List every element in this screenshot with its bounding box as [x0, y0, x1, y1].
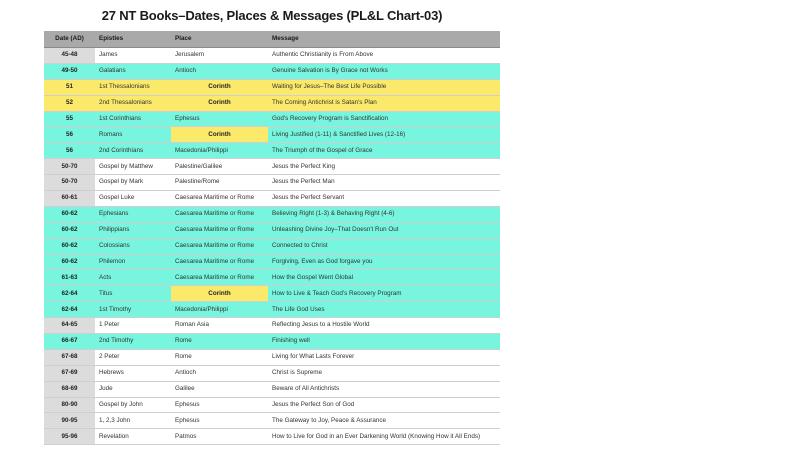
cell-place: Roman Asia: [171, 318, 268, 334]
cell-place: Palestine/Galilee: [171, 159, 268, 175]
cell-date: 51: [44, 79, 95, 95]
cell-message: Forgiving, Even as God forgave you: [268, 254, 500, 270]
table-row: [44, 397, 500, 413]
cell-message: How to Live & Teach God's Recovery Program: [268, 286, 500, 302]
table-row: [44, 334, 500, 350]
table-row: [44, 191, 500, 207]
cell-epistle: Colossians: [95, 238, 171, 254]
cell-place: Rome: [171, 349, 268, 365]
cell-place: Corinth: [171, 95, 268, 111]
cell-date: 55: [44, 111, 95, 127]
cell-date: 67-68: [44, 349, 95, 365]
table-row: [44, 95, 500, 111]
table-row: [44, 175, 500, 191]
cell-message: Jesus the Perfect King: [268, 159, 500, 175]
cell-date: 50-70: [44, 175, 95, 191]
cell-place: Rome: [171, 334, 268, 350]
column-header-place: Place: [171, 31, 268, 48]
table-row: [44, 159, 500, 175]
cell-place: Antioch: [171, 63, 268, 79]
cell-message: Unleashing Divine Joy–That Doesn't Run Out: [268, 222, 500, 238]
cell-epistle: 2 Peter: [95, 349, 171, 365]
cell-epistle: Acts: [95, 270, 171, 286]
table-row: [44, 270, 500, 286]
cell-message: Living Justified (1-11) & Sanctified Lives (12-16): [268, 127, 500, 143]
cell-date: 80-90: [44, 397, 95, 413]
table-row: [44, 238, 500, 254]
cell-epistle: Gospel Luke: [95, 191, 171, 207]
cell-place: Ephesus: [171, 397, 268, 413]
cell-epistle: Jude: [95, 381, 171, 397]
table-body: [44, 48, 500, 445]
cell-date: 68-69: [44, 381, 95, 397]
cell-epistle: 1st Timothy: [95, 302, 171, 318]
cell-epistle: Gospel by John: [95, 397, 171, 413]
cell-date: 60-62: [44, 238, 95, 254]
cell-place: Corinth: [171, 127, 268, 143]
cell-date: 90-95: [44, 413, 95, 429]
cell-epistle: 1, 2,3 John: [95, 413, 171, 429]
table-row: [44, 111, 500, 127]
cell-message: Finishing well: [268, 334, 500, 350]
cell-epistle: Galatians: [95, 63, 171, 79]
cell-date: 64-65: [44, 318, 95, 334]
cell-epistle: 1 Peter: [95, 318, 171, 334]
cell-date: 45-48: [44, 48, 95, 64]
cell-place: Jerusalem: [171, 48, 268, 64]
cell-message: Connected to Christ: [268, 238, 500, 254]
cell-epistle: Gospel by Matthew: [95, 159, 171, 175]
cell-place: Ephesus: [171, 111, 268, 127]
cell-message: The Life God Uses: [268, 302, 500, 318]
cell-epistle: 2nd Timothy: [95, 334, 171, 350]
table-row: [44, 143, 500, 159]
table-row: [44, 413, 500, 429]
table-row: [44, 254, 500, 270]
cell-place: Patmos: [171, 429, 268, 445]
table-row: [44, 318, 500, 334]
column-header-message: Message: [268, 31, 500, 48]
cell-message: The Coming Antichrist is Satan's Plan: [268, 95, 500, 111]
cell-message: Authentic Christianity is From Above: [268, 48, 500, 64]
cell-message: Jesus the Perfect Son of God: [268, 397, 500, 413]
cell-message: The Gateway to Joy, Peace & Assurance: [268, 413, 500, 429]
cell-place: Corinth: [171, 79, 268, 95]
cell-message: Living for What Lasts Forever: [268, 349, 500, 365]
cell-message: Reflecting Jesus to a Hostile World: [268, 318, 500, 334]
table-row: [44, 206, 500, 222]
cell-place: Antioch: [171, 365, 268, 381]
column-header-date: Date (AD): [44, 31, 95, 48]
table-row: [44, 127, 500, 143]
table-row: [44, 79, 500, 95]
table-row: [44, 286, 500, 302]
cell-epistle: Hebrews: [95, 365, 171, 381]
cell-message: Beware of All Antichrists: [268, 381, 500, 397]
table-header-row: [44, 31, 500, 48]
cell-epistle: Romans: [95, 127, 171, 143]
cell-message: Christ is Supreme: [268, 365, 500, 381]
cell-date: 60-62: [44, 206, 95, 222]
cell-place: Galilee: [171, 381, 268, 397]
cell-date: 95-96: [44, 429, 95, 445]
cell-place: Macedonia/Philippi: [171, 302, 268, 318]
cell-place: Palestine/Rome: [171, 175, 268, 191]
cell-place: Caesarea Maritime or Rome: [171, 238, 268, 254]
cell-message: God's Recovery Program is Sanctification: [268, 111, 500, 127]
cell-message: How to Live for God in an Ever Darkening World (Knowing How it All Ends): [268, 429, 500, 445]
cell-place: Caesarea Maritime or Rome: [171, 222, 268, 238]
cell-epistle: 1st Thessalonians: [95, 79, 171, 95]
table-row: [44, 302, 500, 318]
cell-place: Caesarea Maritime or Rome: [171, 191, 268, 207]
cell-epistle: Titus: [95, 286, 171, 302]
cell-epistle: Ephesians: [95, 206, 171, 222]
cell-date: 49-50: [44, 63, 95, 79]
cell-epistle: 2nd Thessalonians: [95, 95, 171, 111]
cell-message: Believing Right (1-3) & Behaving Right (4-6): [268, 206, 500, 222]
nt-books-table: [44, 31, 500, 445]
cell-date: 61-63: [44, 270, 95, 286]
cell-date: 60-62: [44, 254, 95, 270]
cell-message: How the Gospel Went Global: [268, 270, 500, 286]
cell-epistle: Philemon: [95, 254, 171, 270]
cell-epistle: James: [95, 48, 171, 64]
cell-epistle: 1st Corinthians: [95, 111, 171, 127]
cell-date: 60-62: [44, 222, 95, 238]
table-row: [44, 222, 500, 238]
cell-epistle: Gospel by Mark: [95, 175, 171, 191]
table-row: [44, 381, 500, 397]
cell-date: 62-64: [44, 286, 95, 302]
cell-date: 62-64: [44, 302, 95, 318]
table-row: [44, 349, 500, 365]
cell-date: 60-61: [44, 191, 95, 207]
cell-message: Genuine Salvation is By Grace not Works: [268, 63, 500, 79]
table-row: [44, 48, 500, 64]
table-row: [44, 365, 500, 381]
cell-place: Corinth: [171, 286, 268, 302]
cell-place: Ephesus: [171, 413, 268, 429]
cell-message: Jesus the Perfect Man: [268, 175, 500, 191]
cell-message: The Triumph of the Gospel of Grace: [268, 143, 500, 159]
column-header-epistles: Epistles: [95, 31, 171, 48]
cell-message: Waiting for Jesus–The Best Life Possible: [268, 79, 500, 95]
cell-place: Caesarea Maritime or Rome: [171, 270, 268, 286]
cell-epistle: Philippians: [95, 222, 171, 238]
cell-date: 52: [44, 95, 95, 111]
cell-date: 50-70: [44, 159, 95, 175]
cell-place: Caesarea Maritime or Rome: [171, 254, 268, 270]
cell-message: Jesus the Perfect Servant: [268, 191, 500, 207]
cell-date: 56: [44, 127, 95, 143]
cell-date: 66-67: [44, 334, 95, 350]
table-row: [44, 429, 500, 445]
cell-date: 56: [44, 143, 95, 159]
cell-date: 67-69: [44, 365, 95, 381]
cell-place: Caesarea Maritime or Rome: [171, 206, 268, 222]
cell-place: Macedonia/Philippi: [171, 143, 268, 159]
cell-epistle: Revelation: [95, 429, 171, 445]
table-row: [44, 63, 500, 79]
cell-epistle: 2nd Corinthians: [95, 143, 171, 159]
chart-title: 27 NT Books–Dates, Places & Messages (PL&L Chart-03): [101, 8, 443, 23]
